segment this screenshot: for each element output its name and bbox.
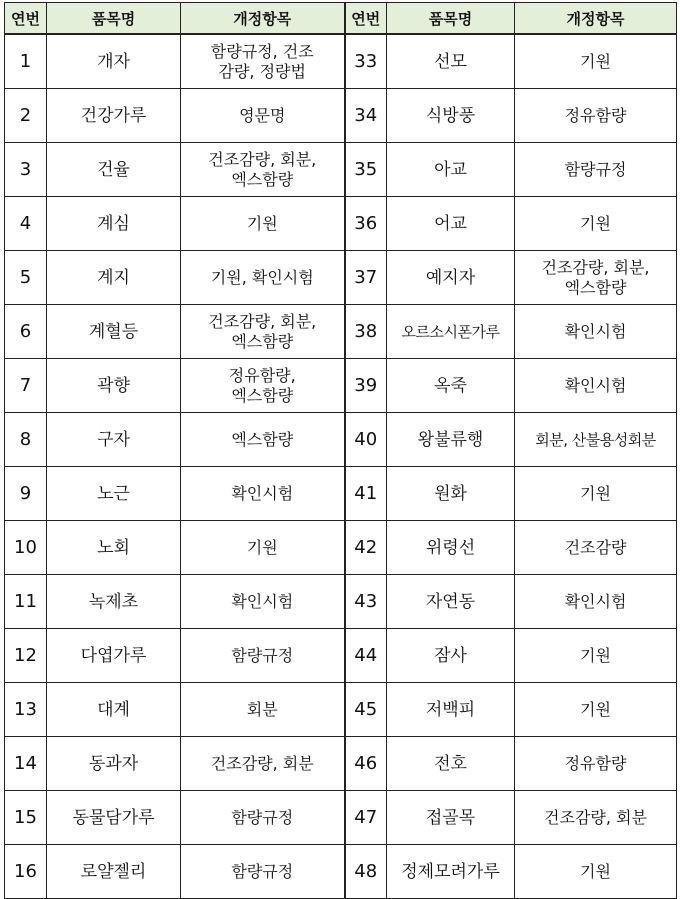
revision-item-left: [181, 737, 345, 791]
serial-number-left: 8: [5, 413, 47, 467]
item-name-left: 개자: [47, 34, 181, 89]
table-row: [5, 143, 677, 197]
table-row: [5, 305, 677, 359]
serial-number-right: 44: [345, 629, 387, 683]
header-serial-left: 연번: [5, 3, 47, 35]
item-name-left: 곽향: [47, 359, 181, 413]
revision-table: [4, 2, 677, 899]
revision-item-right-text: 기원: [580, 483, 611, 503]
serial-number-left: 6: [5, 305, 47, 359]
revision-item-left-text: 영문명: [239, 105, 286, 125]
revision-item-left: [181, 143, 345, 197]
serial-number-right: 35: [345, 143, 387, 197]
item-name-right: 왕불류행: [387, 413, 515, 467]
item-name-left: 동과자: [47, 737, 181, 791]
serial-number-left: 10: [5, 521, 47, 575]
revision-item-right-text: 기원: [580, 51, 611, 71]
serial-number-right: 47: [345, 791, 387, 845]
revision-item-right-text: 함량규정: [564, 159, 627, 179]
item-name-left: 건율: [47, 143, 181, 197]
serial-number-right: 40: [345, 413, 387, 467]
revision-item-left: [181, 89, 345, 143]
revision-item-right: [515, 89, 677, 143]
table-row: [5, 34, 677, 89]
header-item-name-right: 품목명: [387, 3, 515, 35]
revision-item-right: [515, 521, 677, 575]
revision-item-right: [515, 359, 677, 413]
serial-number-left: 12: [5, 629, 47, 683]
serial-number-left: 5: [5, 251, 47, 305]
serial-number-left: 2: [5, 89, 47, 143]
revision-item-right-text: 정유함량: [564, 105, 627, 125]
revision-item-left-text: 기원, 확인시험: [210, 267, 314, 287]
revision-item-left: [181, 683, 345, 737]
table-row: [5, 197, 677, 251]
revision-item-left-text: 함량규정: [231, 645, 294, 665]
revision-item-left-text: 함량규정: [231, 807, 294, 827]
revision-item-right-text: 확인시험: [564, 591, 627, 611]
revision-item-left: [181, 34, 345, 89]
item-name-left: 구자: [47, 413, 181, 467]
table-row: [5, 251, 677, 305]
revision-item-left-text: 회분: [246, 699, 278, 719]
revision-item-right: [515, 413, 677, 467]
item-name-left: 녹제초: [47, 575, 181, 629]
serial-number-right: 36: [345, 197, 387, 251]
revision-item-right: [515, 629, 677, 683]
serial-number-left: 16: [5, 845, 47, 899]
revision-table-container: [4, 2, 676, 899]
revision-item-left: [181, 305, 345, 359]
revision-item-right: [515, 143, 677, 197]
item-name-right: 아교: [387, 143, 515, 197]
revision-item-left-text: 확인시험: [231, 591, 294, 611]
revision-item-right: [515, 575, 677, 629]
table-row: [5, 791, 677, 845]
item-name-left: 노회: [47, 521, 181, 575]
revision-item-right: [515, 197, 677, 251]
table-body: [5, 34, 677, 899]
header-item-name-left: 품목명: [47, 3, 181, 35]
revision-item-left-text: 건조감량, 회분, 엑스함량: [208, 149, 317, 189]
revision-item-left-text: 함량규정, 건조 감량, 정량법: [210, 41, 314, 81]
serial-number-right: 41: [345, 467, 387, 521]
item-name-right: 접골목: [387, 791, 515, 845]
revision-item-left: [181, 413, 345, 467]
item-name-right: 옥죽: [387, 359, 515, 413]
revision-item-right: [515, 737, 677, 791]
serial-number-right: 39: [345, 359, 387, 413]
item-name-left: 건강가루: [47, 89, 181, 143]
item-name-right: 위령선: [387, 521, 515, 575]
item-name-right: 전호: [387, 737, 515, 791]
serial-number-right: 33: [345, 34, 387, 89]
item-name-left: 노근: [47, 467, 181, 521]
table-row: [5, 845, 677, 899]
revision-item-left: [181, 791, 345, 845]
item-name-right: 어교: [387, 197, 515, 251]
serial-number-right: 46: [345, 737, 387, 791]
item-name-right: 예지자: [387, 251, 515, 305]
revision-item-left-text: 정유함량, 엑스함량: [228, 365, 296, 405]
serial-number-left: 3: [5, 143, 47, 197]
serial-number-left: 14: [5, 737, 47, 791]
revision-item-right: [515, 251, 677, 305]
revision-item-left-text: 건조감량, 회분: [210, 753, 314, 773]
revision-item-left-text: 기원: [246, 213, 278, 233]
revision-item-right-text: 확인시험: [564, 321, 627, 341]
serial-number-left: 15: [5, 791, 47, 845]
table-row: [5, 89, 677, 143]
serial-number-right: 45: [345, 683, 387, 737]
table-row: [5, 521, 677, 575]
revision-item-right: [515, 683, 677, 737]
revision-item-right: [515, 305, 677, 359]
item-name-left: 다엽가루: [47, 629, 181, 683]
item-name-right: 오르소시폰가루: [387, 305, 515, 359]
revision-item-left: [181, 845, 345, 899]
header-revision-right: 개정항목: [515, 3, 677, 35]
revision-item-left-text: 기원: [246, 537, 278, 557]
serial-number-left: 1: [5, 34, 47, 89]
revision-item-left: [181, 359, 345, 413]
revision-item-right-text: 건조감량, 회분: [544, 807, 647, 827]
serial-number-left: 11: [5, 575, 47, 629]
revision-item-right-text: 정유함량: [564, 753, 627, 773]
revision-item-right: [515, 34, 677, 89]
revision-item-left: [181, 629, 345, 683]
header-revision-left: 개정항목: [181, 3, 345, 35]
revision-item-right-text: 기원: [580, 861, 611, 881]
item-name-right: 식방풍: [387, 89, 515, 143]
item-name-left: 계지: [47, 251, 181, 305]
serial-number-right: 37: [345, 251, 387, 305]
table-row: [5, 359, 677, 413]
serial-number-left: 4: [5, 197, 47, 251]
revision-item-right-text: 기원: [580, 213, 611, 233]
revision-item-right-text: 회분, 산불용성회분: [535, 430, 656, 449]
serial-number-left: 7: [5, 359, 47, 413]
revision-item-right-text: 기원: [580, 699, 611, 719]
item-name-left: 계혈등: [47, 305, 181, 359]
serial-number-left: 13: [5, 683, 47, 737]
revision-item-right-text: 건조감량: [564, 537, 627, 557]
revision-item-right-text: 확인시험: [564, 375, 627, 395]
serial-number-right: 38: [345, 305, 387, 359]
item-name-right: 잠사: [387, 629, 515, 683]
table-row: [5, 413, 677, 467]
header-serial-right: 연번: [345, 3, 387, 35]
item-name-right: 자연동: [387, 575, 515, 629]
table-row: [5, 683, 677, 737]
table-header-row: [5, 3, 677, 35]
revision-item-right-text: 기원: [580, 645, 611, 665]
table-row: [5, 575, 677, 629]
revision-item-right: [515, 467, 677, 521]
item-name-right: 정제모려가루: [387, 845, 515, 899]
revision-item-right: [515, 845, 677, 899]
revision-item-left-text: 엑스함량: [231, 429, 294, 449]
revision-item-left: [181, 251, 345, 305]
serial-number-left: 9: [5, 467, 47, 521]
revision-item-left-text: 확인시험: [231, 483, 294, 503]
item-name-right: 선모: [387, 34, 515, 89]
revision-item-left: [181, 521, 345, 575]
table-row: [5, 467, 677, 521]
revision-item-right: [515, 791, 677, 845]
serial-number-right: 42: [345, 521, 387, 575]
revision-item-right-text: 건조감량, 회분, 엑스함량: [541, 257, 650, 297]
serial-number-right: 48: [345, 845, 387, 899]
item-name-left: 대계: [47, 683, 181, 737]
item-name-left: 계심: [47, 197, 181, 251]
revision-item-left: [181, 197, 345, 251]
revision-item-left: [181, 467, 345, 521]
item-name-left: 로얄젤리: [47, 845, 181, 899]
revision-item-left-text: 건조감량, 회분, 엑스함량: [208, 311, 317, 351]
serial-number-right: 34: [345, 89, 387, 143]
serial-number-right: 43: [345, 575, 387, 629]
item-name-right: 저백피: [387, 683, 515, 737]
table-row: [5, 629, 677, 683]
item-name-right: 원화: [387, 467, 515, 521]
item-name-left: 동물담가루: [47, 791, 181, 845]
table-row: [5, 737, 677, 791]
revision-item-left-text: 함량규정: [231, 861, 294, 881]
revision-item-left: [181, 575, 345, 629]
